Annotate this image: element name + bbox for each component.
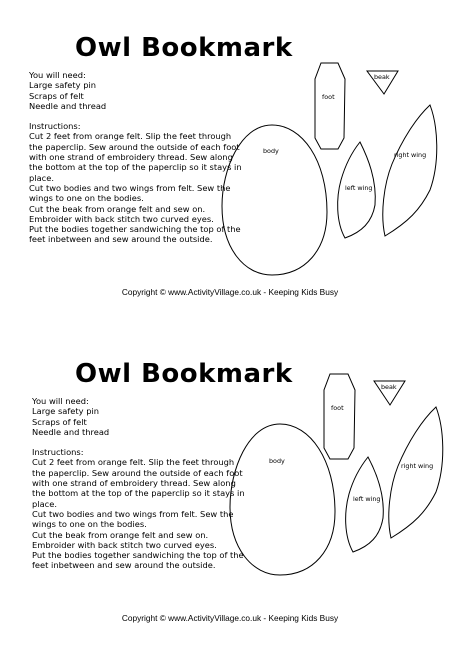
instruction-line: Put the bodies together sandwiching the top of the <box>29 224 241 235</box>
instruction-line: Cut two bodies and two wings from felt. Sew the <box>29 182 231 193</box>
bookmark-card-top <box>0 0 460 326</box>
needs-heading: You will need: <box>32 396 89 406</box>
instruction-line: wings to one on the bodies. <box>32 519 147 530</box>
foot-label: foot <box>322 93 335 101</box>
foot-shape <box>315 63 345 149</box>
copyright-text: Copyright © www.ActivityVillage.co.uk - Keeping Kids Busy <box>121 287 339 297</box>
body-label: body <box>263 147 279 155</box>
bookmark-card-bottom <box>0 326 460 652</box>
instruction-line: the bottom at the top of the paperclip so it stays in <box>32 488 245 499</box>
template-shapes <box>0 326 460 652</box>
instruction-line: Cut 2 feet from orange felt. Slip the feet through <box>32 457 235 468</box>
needs-item: Scraps of felt <box>32 416 87 427</box>
foot-label: foot <box>331 404 344 412</box>
instruction-line: place. <box>29 172 54 183</box>
instruction-line: Cut 2 feet from orange felt. Slip the feet through <box>29 131 232 142</box>
instruction-line: with one strand of embroidery thread. Sew along <box>32 478 236 489</box>
beak-label: beak <box>374 73 390 81</box>
needs-item: Needle and thread <box>29 100 107 111</box>
instruction-line: Cut the beak from orange felt and sew on. <box>32 529 209 540</box>
instruction-line: feet inbetween and sew around the outside. <box>29 234 213 245</box>
page-title: Owl Bookmark <box>75 359 293 389</box>
needs-item: Scraps of felt <box>29 90 84 101</box>
needs-item: Large safety pin <box>29 80 97 91</box>
instruction-line: with one strand of embroidery thread. Sew along <box>29 152 233 163</box>
needs-item: Large safety pin <box>32 406 100 417</box>
instruction-line: wings to one on the bodies. <box>29 193 144 204</box>
body-shape <box>230 424 335 575</box>
right-wing-shape <box>383 105 437 236</box>
left-wing-label: left wing <box>345 184 373 192</box>
instruction-line: feet inbetween and sew around the outside. <box>32 560 216 571</box>
instructions-heading: Instructions: <box>29 121 81 132</box>
foot-shape <box>324 374 355 459</box>
instruction-line: Cut two bodies and two wings from felt. Sew the <box>32 508 234 519</box>
instruction-line: the paperclip. Sew around the outside of each foot <box>29 141 240 152</box>
right-wing-label: right wing <box>394 151 427 159</box>
instruction-line: Embroider with back stitch two curved eyes. <box>32 539 217 550</box>
left-wing-label: left wing <box>353 495 381 503</box>
instruction-line: Put the bodies together sandwiching the top of the <box>32 550 244 561</box>
right-wing-label: right wing <box>401 462 434 470</box>
body-label: body <box>269 457 285 465</box>
instruction-line: place. <box>32 498 57 509</box>
page-title: Owl Bookmark <box>75 33 293 63</box>
left-wing-shape <box>346 457 384 552</box>
instruction-line: Embroider with back stitch two curved eyes. <box>29 213 214 224</box>
right-wing-shape <box>389 407 443 538</box>
needs-heading: You will need: <box>29 70 86 80</box>
needs-item: Needle and thread <box>32 426 110 437</box>
instruction-line: the bottom at the top of the paperclip so it stays in <box>29 162 242 173</box>
copyright-text: Copyright © www.ActivityVillage.co.uk - Keeping Kids Busy <box>121 613 339 623</box>
instructions-heading: Instructions: <box>32 447 84 458</box>
instruction-line: Cut the beak from orange felt and sew on. <box>29 203 206 214</box>
beak-label: beak <box>381 383 397 391</box>
template-shapes <box>0 0 460 326</box>
instruction-line: the paperclip. Sew around the outside of each foot <box>32 467 243 478</box>
